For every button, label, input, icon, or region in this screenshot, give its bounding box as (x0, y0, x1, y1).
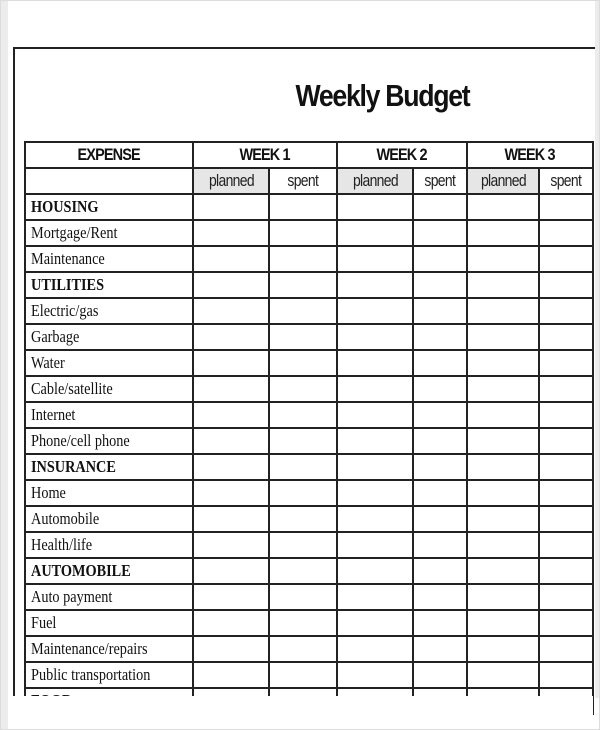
week1-planned-header: planned (193, 168, 269, 194)
subheader-row (25, 168, 593, 194)
week3-spent-cell[interactable] (539, 584, 593, 610)
week1-planned-cell[interactable] (193, 480, 269, 506)
expense-row (25, 532, 593, 558)
expense-label (25, 402, 193, 428)
week1-spent-cell[interactable] (269, 584, 337, 610)
week1-spent-cell[interactable] (269, 480, 337, 506)
week3-spent-cell[interactable] (539, 324, 593, 350)
week3-planned-cell[interactable] (467, 558, 539, 584)
week2-spent-cell[interactable] (413, 376, 467, 402)
expense-row (25, 376, 593, 402)
expense-label (25, 350, 193, 376)
row-label-text: Public transportation (31, 665, 151, 684)
week3-spent-cell[interactable] (539, 350, 593, 376)
week2-spent-cell[interactable] (413, 532, 467, 558)
week2-planned-cell[interactable] (337, 298, 413, 324)
expense-row (25, 246, 593, 272)
expense-row (25, 428, 593, 454)
expense-label (25, 584, 193, 610)
document-page (13, 47, 595, 698)
week1-planned-cell[interactable] (193, 298, 269, 324)
row-label-text: INSURANCE (31, 457, 116, 476)
week2-spent-cell[interactable] (413, 220, 467, 246)
expense-row (25, 662, 593, 688)
week3-spent-cell[interactable] (539, 532, 593, 558)
week3-spent-cell[interactable] (539, 246, 593, 272)
week1-planned-cell[interactable] (193, 324, 269, 350)
week2-spent-cell[interactable] (413, 324, 467, 350)
week2-planned-cell[interactable] (337, 636, 413, 662)
week1-planned-cell[interactable] (193, 376, 269, 402)
row-label-text: Mortgage/Rent (31, 223, 118, 242)
row-label-text: Automobile (31, 509, 100, 528)
row-label-text: Fuel (31, 613, 57, 632)
row-label-text: Internet (31, 405, 76, 424)
week2-planned-header: planned (337, 168, 413, 194)
expense-label (25, 324, 193, 350)
week1-planned-cell[interactable] (193, 584, 269, 610)
week3-spent-cell[interactable] (539, 454, 593, 480)
week1-spent-cell[interactable] (269, 220, 337, 246)
week3-spent-cell[interactable] (539, 428, 593, 454)
week2-planned-cell[interactable] (337, 584, 413, 610)
expense-row (25, 636, 593, 662)
week1-spent-cell[interactable] (269, 506, 337, 532)
week3-spent-cell[interactable] (539, 376, 593, 402)
row-label-text: Water (31, 353, 65, 372)
week2-spent-cell[interactable] (413, 558, 467, 584)
week1-spent-cell[interactable] (269, 610, 337, 636)
week3-spent-cell[interactable] (539, 402, 593, 428)
expense-row (25, 506, 593, 532)
week2-planned-cell[interactable] (337, 350, 413, 376)
category-label (25, 194, 193, 220)
expense-row (25, 402, 593, 428)
week3-spent-cell[interactable] (539, 558, 593, 584)
week3-planned-cell[interactable] (467, 272, 539, 298)
week1-spent-cell[interactable] (269, 246, 337, 272)
page-bottom-margin (13, 696, 593, 727)
expense-label (25, 610, 193, 636)
week1-spent-cell[interactable] (269, 324, 337, 350)
week2-planned-cell[interactable] (337, 662, 413, 688)
week2-spent-cell[interactable] (413, 506, 467, 532)
week3-planned-cell[interactable] (467, 428, 539, 454)
expense-label (25, 662, 193, 688)
week3-planned-cell[interactable] (467, 480, 539, 506)
week3-spent-cell[interactable] (539, 272, 593, 298)
week2-spent-cell[interactable] (413, 194, 467, 220)
expense-label (25, 480, 193, 506)
week2-spent-cell[interactable] (413, 610, 467, 636)
week1-spent-cell[interactable] (269, 428, 337, 454)
week1-planned-cell[interactable] (193, 272, 269, 298)
week2-planned-cell[interactable] (337, 428, 413, 454)
week2-planned-cell[interactable] (337, 480, 413, 506)
week2-planned-cell[interactable] (337, 610, 413, 636)
category-label (25, 272, 193, 298)
expense-label (25, 532, 193, 558)
week3-spent-cell[interactable] (539, 220, 593, 246)
expense-label (25, 376, 193, 402)
row-label-text: AUTOMOBILE (31, 561, 131, 580)
week2-header: WEEK 2 (337, 142, 467, 168)
category-row (25, 454, 593, 480)
week1-planned-cell[interactable] (193, 636, 269, 662)
page-title: Weekly Budget (295, 78, 470, 113)
week2-spent-cell[interactable] (413, 246, 467, 272)
week3-spent-header: spent (539, 168, 593, 194)
week1-planned-cell[interactable] (193, 194, 269, 220)
week3-spent-cell[interactable] (539, 662, 593, 688)
week3-spent-cell[interactable] (539, 610, 593, 636)
expense-row (25, 584, 593, 610)
week2-spent-cell[interactable] (413, 636, 467, 662)
expense-row (25, 610, 593, 636)
row-label-text: Electric/gas (31, 301, 99, 320)
week3-planned-cell[interactable] (467, 506, 539, 532)
week2-spent-cell[interactable] (413, 350, 467, 376)
expense-row (25, 480, 593, 506)
week2-planned-cell[interactable] (337, 506, 413, 532)
week2-spent-cell[interactable] (413, 402, 467, 428)
row-label-text: Garbage (31, 327, 80, 346)
week1-planned-cell[interactable] (193, 532, 269, 558)
week1-planned-cell[interactable] (193, 662, 269, 688)
week1-spent-cell[interactable] (269, 298, 337, 324)
row-label-text: Auto payment (31, 587, 113, 606)
week2-planned-cell[interactable] (337, 220, 413, 246)
week3-planned-cell[interactable] (467, 298, 539, 324)
week1-spent-cell[interactable] (269, 194, 337, 220)
week2-spent-cell[interactable] (413, 662, 467, 688)
week1-spent-cell[interactable] (269, 272, 337, 298)
week3-planned-cell[interactable] (467, 610, 539, 636)
expense-label (25, 506, 193, 532)
week3-planned-cell[interactable] (467, 194, 539, 220)
week3-planned-cell[interactable] (467, 376, 539, 402)
week2-planned-cell[interactable] (337, 324, 413, 350)
header-row (25, 142, 593, 168)
week3-planned-cell[interactable] (467, 324, 539, 350)
expense-row (25, 220, 593, 246)
row-label-text: Cable/satellite (31, 379, 113, 398)
week3-spent-cell[interactable] (539, 194, 593, 220)
week3-planned-cell[interactable] (467, 454, 539, 480)
row-label-text: HOUSING (31, 197, 99, 216)
week1-spent-cell[interactable] (269, 636, 337, 662)
week2-spent-cell[interactable] (413, 272, 467, 298)
week3-spent-cell[interactable] (539, 298, 593, 324)
week1-spent-cell[interactable] (269, 532, 337, 558)
expense-label (25, 636, 193, 662)
week3-planned-cell[interactable] (467, 220, 539, 246)
category-row (25, 194, 593, 220)
week2-spent-cell[interactable] (413, 584, 467, 610)
week1-planned-cell[interactable] (193, 558, 269, 584)
week2-spent-cell[interactable] (413, 480, 467, 506)
week3-planned-header: planned (467, 168, 539, 194)
week1-planned-cell[interactable] (193, 506, 269, 532)
week2-spent-cell[interactable] (413, 454, 467, 480)
week1-spent-cell[interactable] (269, 376, 337, 402)
week3-planned-cell[interactable] (467, 584, 539, 610)
week1-planned-cell[interactable] (193, 350, 269, 376)
week2-spent-cell[interactable] (413, 298, 467, 324)
week3-spent-cell[interactable] (539, 480, 593, 506)
expense-label (25, 246, 193, 272)
week1-planned-cell[interactable] (193, 220, 269, 246)
row-label-text: UTILITIES (31, 275, 105, 294)
week2-planned-cell[interactable] (337, 194, 413, 220)
expense-header: EXPENSE (25, 142, 193, 168)
week1-planned-cell[interactable] (193, 610, 269, 636)
expense-label (25, 220, 193, 246)
week2-planned-cell[interactable] (337, 272, 413, 298)
week1-planned-cell[interactable] (193, 454, 269, 480)
week1-spent-cell[interactable] (269, 558, 337, 584)
expense-subheader-blank (25, 168, 193, 194)
week1-planned-cell[interactable] (193, 402, 269, 428)
expense-label (25, 298, 193, 324)
expense-row (25, 324, 593, 350)
week3-spent-cell[interactable] (539, 636, 593, 662)
week1-spent-cell[interactable] (269, 402, 337, 428)
week1-spent-cell[interactable] (269, 454, 337, 480)
week1-planned-cell[interactable] (193, 428, 269, 454)
row-label-text: Maintenance/repairs (31, 639, 148, 658)
week2-planned-cell[interactable] (337, 454, 413, 480)
week2-spent-cell[interactable] (413, 428, 467, 454)
week3-planned-cell[interactable] (467, 350, 539, 376)
row-label-text: Maintenance (31, 249, 105, 268)
row-label-text: Health/life (31, 535, 93, 554)
week2-planned-cell[interactable] (337, 558, 413, 584)
row-label-text: Home (31, 483, 66, 502)
left-gutter (1, 1, 8, 729)
category-label (25, 454, 193, 480)
week3-planned-cell[interactable] (467, 636, 539, 662)
expense-row (25, 350, 593, 376)
week2-planned-cell[interactable] (337, 532, 413, 558)
week2-planned-cell[interactable] (337, 246, 413, 272)
right-gutter (595, 1, 599, 698)
row-label-text: Phone/cell phone (31, 431, 130, 450)
week3-planned-cell[interactable] (467, 662, 539, 688)
week1-spent-cell[interactable] (269, 350, 337, 376)
budget-rows (25, 194, 593, 714)
week1-planned-cell[interactable] (193, 246, 269, 272)
category-label (25, 558, 193, 584)
category-row (25, 272, 593, 298)
week3-planned-cell[interactable] (467, 532, 539, 558)
week2-spent-header: spent (413, 168, 467, 194)
week1-spent-header: spent (269, 168, 337, 194)
week1-header: WEEK 1 (193, 142, 337, 168)
week1-spent-cell[interactable] (269, 662, 337, 688)
week2-planned-cell[interactable] (337, 376, 413, 402)
week3-header: WEEK 3 (467, 142, 593, 168)
week2-planned-cell[interactable] (337, 402, 413, 428)
week3-planned-cell[interactable] (467, 246, 539, 272)
expense-row (25, 298, 593, 324)
week3-spent-cell[interactable] (539, 506, 593, 532)
budget-table (24, 141, 594, 715)
week3-planned-cell[interactable] (467, 402, 539, 428)
category-row (25, 558, 593, 584)
expense-label (25, 428, 193, 454)
